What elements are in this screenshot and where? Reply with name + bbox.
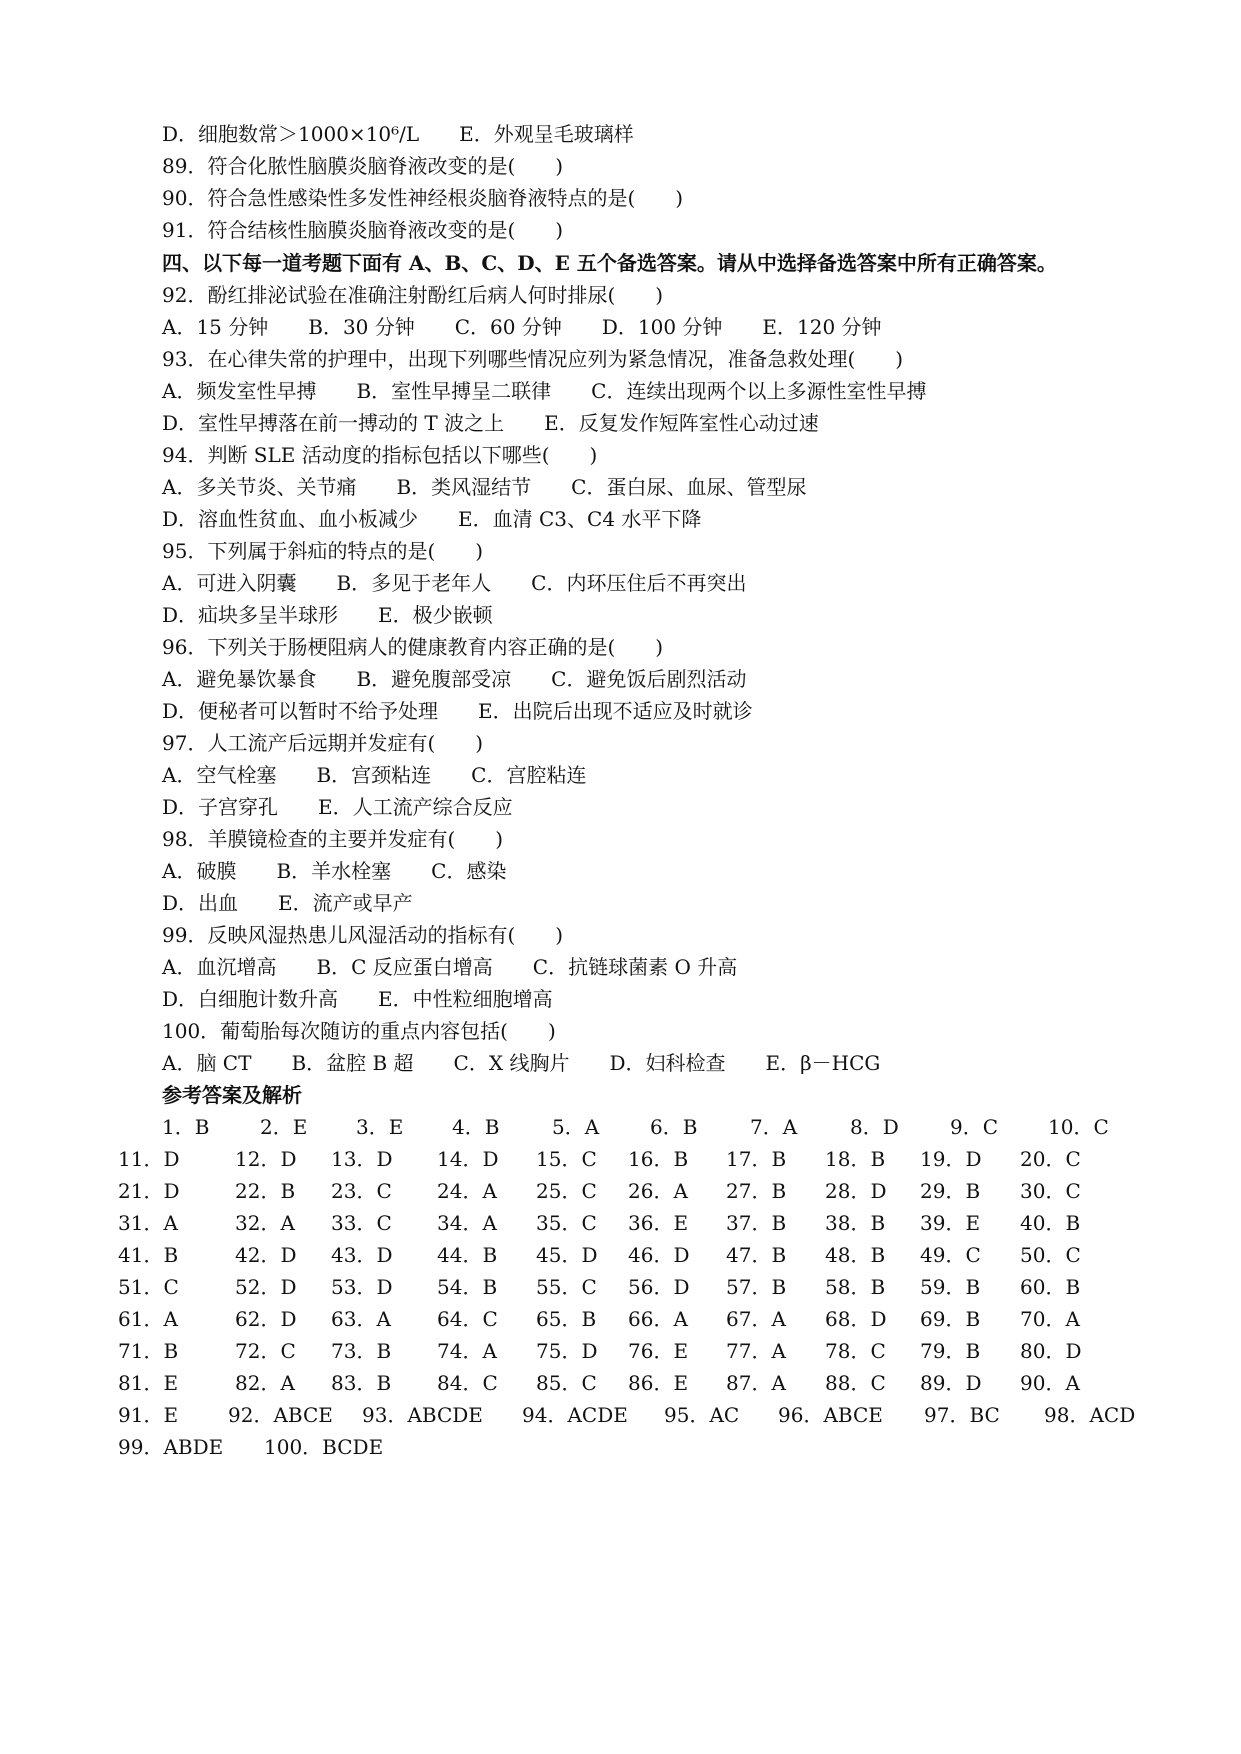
option-line: D．白细胞计数升高 E．中性粒细胞增高 <box>162 987 553 1011</box>
answer-row <box>0 1403 1241 1427</box>
answer-item: 95．AC <box>664 1403 740 1427</box>
answer-item: 41．B <box>118 1243 179 1267</box>
question-95: 95．下列属于斜疝的特点的是( ) <box>162 539 484 563</box>
answer-item: 30．C <box>1020 1179 1081 1203</box>
question-91: 91．符合结核性脑膜炎脑脊液改变的是( ) <box>162 218 564 242</box>
question-89: 89．符合化脓性脑膜炎脑脊液改变的是( ) <box>162 154 564 178</box>
answer-item: 15．C <box>536 1147 597 1171</box>
answer-row <box>0 1275 1241 1299</box>
option-line: D．溶血性贫血、血小板减少 E．血清 C3、C4 水平下降 <box>162 507 702 531</box>
section-heading: 四、以下每一道考题下面有 A、B、C、D、E 五个备选答案。请从中选择备选答案中所有正确答案。 <box>162 251 1057 275</box>
answer-item: 5．A <box>552 1115 600 1139</box>
answer-item: 33．C <box>331 1211 392 1235</box>
answer-item: 76．E <box>628 1339 689 1363</box>
question-92: 92．酚红排泌试验在准确注射酚红后病人何时排尿( ) <box>162 283 664 307</box>
answer-item: 11．D <box>118 1147 180 1171</box>
answer-item: 31．A <box>118 1211 178 1235</box>
answer-item: 58．B <box>825 1275 886 1299</box>
answer-item: 97．BC <box>924 1403 1000 1427</box>
answer-item: 26．A <box>628 1179 688 1203</box>
answer-item: 37．B <box>726 1211 787 1235</box>
answer-item: 20．C <box>1020 1147 1081 1171</box>
answer-item: 1．B <box>162 1115 210 1139</box>
answer-item: 12．D <box>235 1147 297 1171</box>
answer-item: 23．C <box>331 1179 392 1203</box>
answer-item: 72．C <box>235 1339 296 1363</box>
answer-item: 67．A <box>726 1307 786 1331</box>
answer-item: 18．B <box>825 1147 886 1171</box>
answer-item: 50．C <box>1020 1243 1081 1267</box>
answer-item: 39．E <box>920 1211 981 1235</box>
answer-item: 60．B <box>1020 1275 1081 1299</box>
answer-item: 100．BCDE <box>264 1435 384 1459</box>
answer-item: 74．A <box>437 1339 497 1363</box>
answers-heading: 参考答案及解析 <box>162 1083 302 1107</box>
answer-item: 63．A <box>331 1307 391 1331</box>
answer-item: 86．E <box>628 1371 689 1395</box>
answer-item: 6．B <box>650 1115 698 1139</box>
answer-item: 61．A <box>118 1307 178 1331</box>
answer-item: 36．E <box>628 1211 689 1235</box>
answer-item: 94．ACDE <box>522 1403 628 1427</box>
answer-item: 93．ABCDE <box>362 1403 483 1427</box>
answer-item: 89．D <box>920 1371 982 1395</box>
question-94: 94．判断 SLE 活动度的指标包括以下哪些( ) <box>162 443 598 467</box>
answer-item: 99．ABDE <box>118 1435 224 1459</box>
answer-item: 55．C <box>536 1275 597 1299</box>
answer-item: 14．D <box>437 1147 499 1171</box>
answer-item: 68．D <box>825 1307 887 1331</box>
option-line: A．空气栓塞 B．宫颈粘连 C．宫腔粘连 <box>162 763 587 787</box>
option-line: A．可进入阴囊 B．多见于老年人 C．内环压住后不再突出 <box>162 571 747 595</box>
answer-item: 25．C <box>536 1179 597 1203</box>
answer-item: 21．D <box>118 1179 180 1203</box>
answer-item: 4．B <box>452 1115 500 1139</box>
option-line: A．频发室性早搏 B．室性早搏呈二联律 C．连续出现两个以上多源性室性早搏 <box>162 379 927 403</box>
option-line: A．避免暴饮暴食 B．避免腹部受凉 C．避免饭后剧烈活动 <box>162 667 747 691</box>
answer-row <box>0 1243 1241 1267</box>
answer-item: 8．D <box>850 1115 899 1139</box>
question-98: 98．羊膜镜检查的主要并发症有( ) <box>162 827 504 851</box>
answer-row <box>0 1307 1241 1331</box>
option-line: A．15 分钟 B．30 分钟 C．60 分钟 D．100 分钟 E．120 分钟 <box>162 315 882 339</box>
answer-item: 83．B <box>331 1371 392 1395</box>
answer-item: 65．B <box>536 1307 597 1331</box>
answer-item: 34．A <box>437 1211 497 1235</box>
option-line: A．破膜 B．羊水栓塞 C．感染 <box>162 859 507 883</box>
answer-item: 56．D <box>628 1275 690 1299</box>
answer-item: 79．B <box>920 1339 981 1363</box>
option-line: D．子宫穿孔 E．人工流产综合反应 <box>162 795 513 819</box>
answer-item: 38．B <box>825 1211 886 1235</box>
answer-item: 98．ACD <box>1044 1403 1136 1427</box>
answer-item: 7．A <box>750 1115 798 1139</box>
answer-item: 73．B <box>331 1339 392 1363</box>
answer-item: 59．B <box>920 1275 981 1299</box>
answer-item: 24．A <box>437 1179 497 1203</box>
answer-row <box>0 1371 1241 1395</box>
answer-row <box>0 1179 1241 1203</box>
answer-row <box>0 1435 1241 1459</box>
answer-item: 69．B <box>920 1307 981 1331</box>
answer-item: 54．B <box>437 1275 498 1299</box>
answer-item: 75．D <box>536 1339 598 1363</box>
answer-item: 49．C <box>920 1243 981 1267</box>
answer-item: 16．B <box>628 1147 689 1171</box>
answer-item: 19．D <box>920 1147 982 1171</box>
question-93: 93．在心律失常的护理中，出现下列哪些情况应列为紧急情况，准备急救处理( ) <box>162 347 904 371</box>
answer-row <box>0 1211 1241 1235</box>
answer-item: 92．ABCE <box>228 1403 333 1427</box>
answer-item: 32．A <box>235 1211 295 1235</box>
answer-item: 27．B <box>726 1179 787 1203</box>
answer-item: 48．B <box>825 1243 886 1267</box>
answer-row <box>0 1147 1241 1171</box>
answer-item: 82．A <box>235 1371 295 1395</box>
answer-item: 2．E <box>260 1115 308 1139</box>
answer-item: 10．C <box>1048 1115 1109 1139</box>
answer-item: 70．A <box>1020 1307 1080 1331</box>
option-line: D．室性早搏落在前一搏动的 T 波之上 E．反复发作短阵室性心动过速 <box>162 411 819 435</box>
answer-item: 57．B <box>726 1275 787 1299</box>
answer-item: 13．D <box>331 1147 393 1171</box>
answer-item: 52．D <box>235 1275 297 1299</box>
option-line: D．出血 E．流产或早产 <box>162 891 413 915</box>
question-96: 96．下列关于肠梗阻病人的健康教育内容正确的是( ) <box>162 635 664 659</box>
answer-item: 28．D <box>825 1179 887 1203</box>
answer-item: 42．D <box>235 1243 297 1267</box>
option-line: A．多关节炎、关节痛 B．类风湿结节 C．蛋白尿、血尿、管型尿 <box>162 475 807 499</box>
answer-item: 22．B <box>235 1179 296 1203</box>
answer-item: 96．ABCE <box>778 1403 883 1427</box>
answer-item: 62．D <box>235 1307 297 1331</box>
answer-item: 51．C <box>118 1275 179 1299</box>
answer-item: 90．A <box>1020 1371 1080 1395</box>
answer-item: 46．D <box>628 1243 690 1267</box>
answer-item: 40．B <box>1020 1211 1081 1235</box>
answer-item: 87．A <box>726 1371 786 1395</box>
answer-item: 88．C <box>825 1371 886 1395</box>
option-line: A．血沉增高 B．C 反应蛋白增高 C．抗链球菌素 O 升高 <box>162 955 738 979</box>
question-99: 99．反映风湿热患儿风湿活动的指标有( ) <box>162 923 564 947</box>
question-90: 90．符合急性感染性多发性神经根炎脑脊液特点的是( ) <box>162 186 684 210</box>
option-line: D．疝块多呈半球形 E．极少嵌顿 <box>162 603 493 627</box>
answer-item: 64．C <box>437 1307 498 1331</box>
answer-item: 84．C <box>437 1371 498 1395</box>
answer-item: 47．B <box>726 1243 787 1267</box>
answer-item: 78．C <box>825 1339 886 1363</box>
answer-item: 85．C <box>536 1371 597 1395</box>
answer-row <box>0 1339 1241 1363</box>
question-100: 100．葡萄胎每次随访的重点内容包括( ) <box>162 1019 556 1043</box>
answer-item: 91．E <box>118 1403 179 1427</box>
answer-item: 81．E <box>118 1371 179 1395</box>
answer-item: 9．C <box>950 1115 999 1139</box>
answer-item: 29．B <box>920 1179 981 1203</box>
answer-item: 77．A <box>726 1339 786 1363</box>
answer-item: 35．C <box>536 1211 597 1235</box>
answer-item: 71．B <box>118 1339 179 1363</box>
answer-row <box>0 1115 1241 1139</box>
answer-item: 66．A <box>628 1307 688 1331</box>
answer-item: 43．D <box>331 1243 393 1267</box>
answer-item: 80．D <box>1020 1339 1082 1363</box>
question-97: 97．人工流产后远期并发症有( ) <box>162 731 484 755</box>
answer-item: 17．B <box>726 1147 787 1171</box>
option-line: D．细胞数常＞1000×10⁶/L E．外观呈毛玻璃样 <box>162 122 634 146</box>
option-line: D．便秘者可以暂时不给予处理 E．出院后出现不适应及时就诊 <box>162 699 753 723</box>
answer-item: 53．D <box>331 1275 393 1299</box>
answer-item: 45．D <box>536 1243 598 1267</box>
answer-item: 3．E <box>356 1115 404 1139</box>
option-line: A．脑 CT B．盆腔 B 超 C．X 线胸片 D．妇科检查 E．β－HCG <box>162 1051 881 1075</box>
answer-item: 44．B <box>437 1243 498 1267</box>
